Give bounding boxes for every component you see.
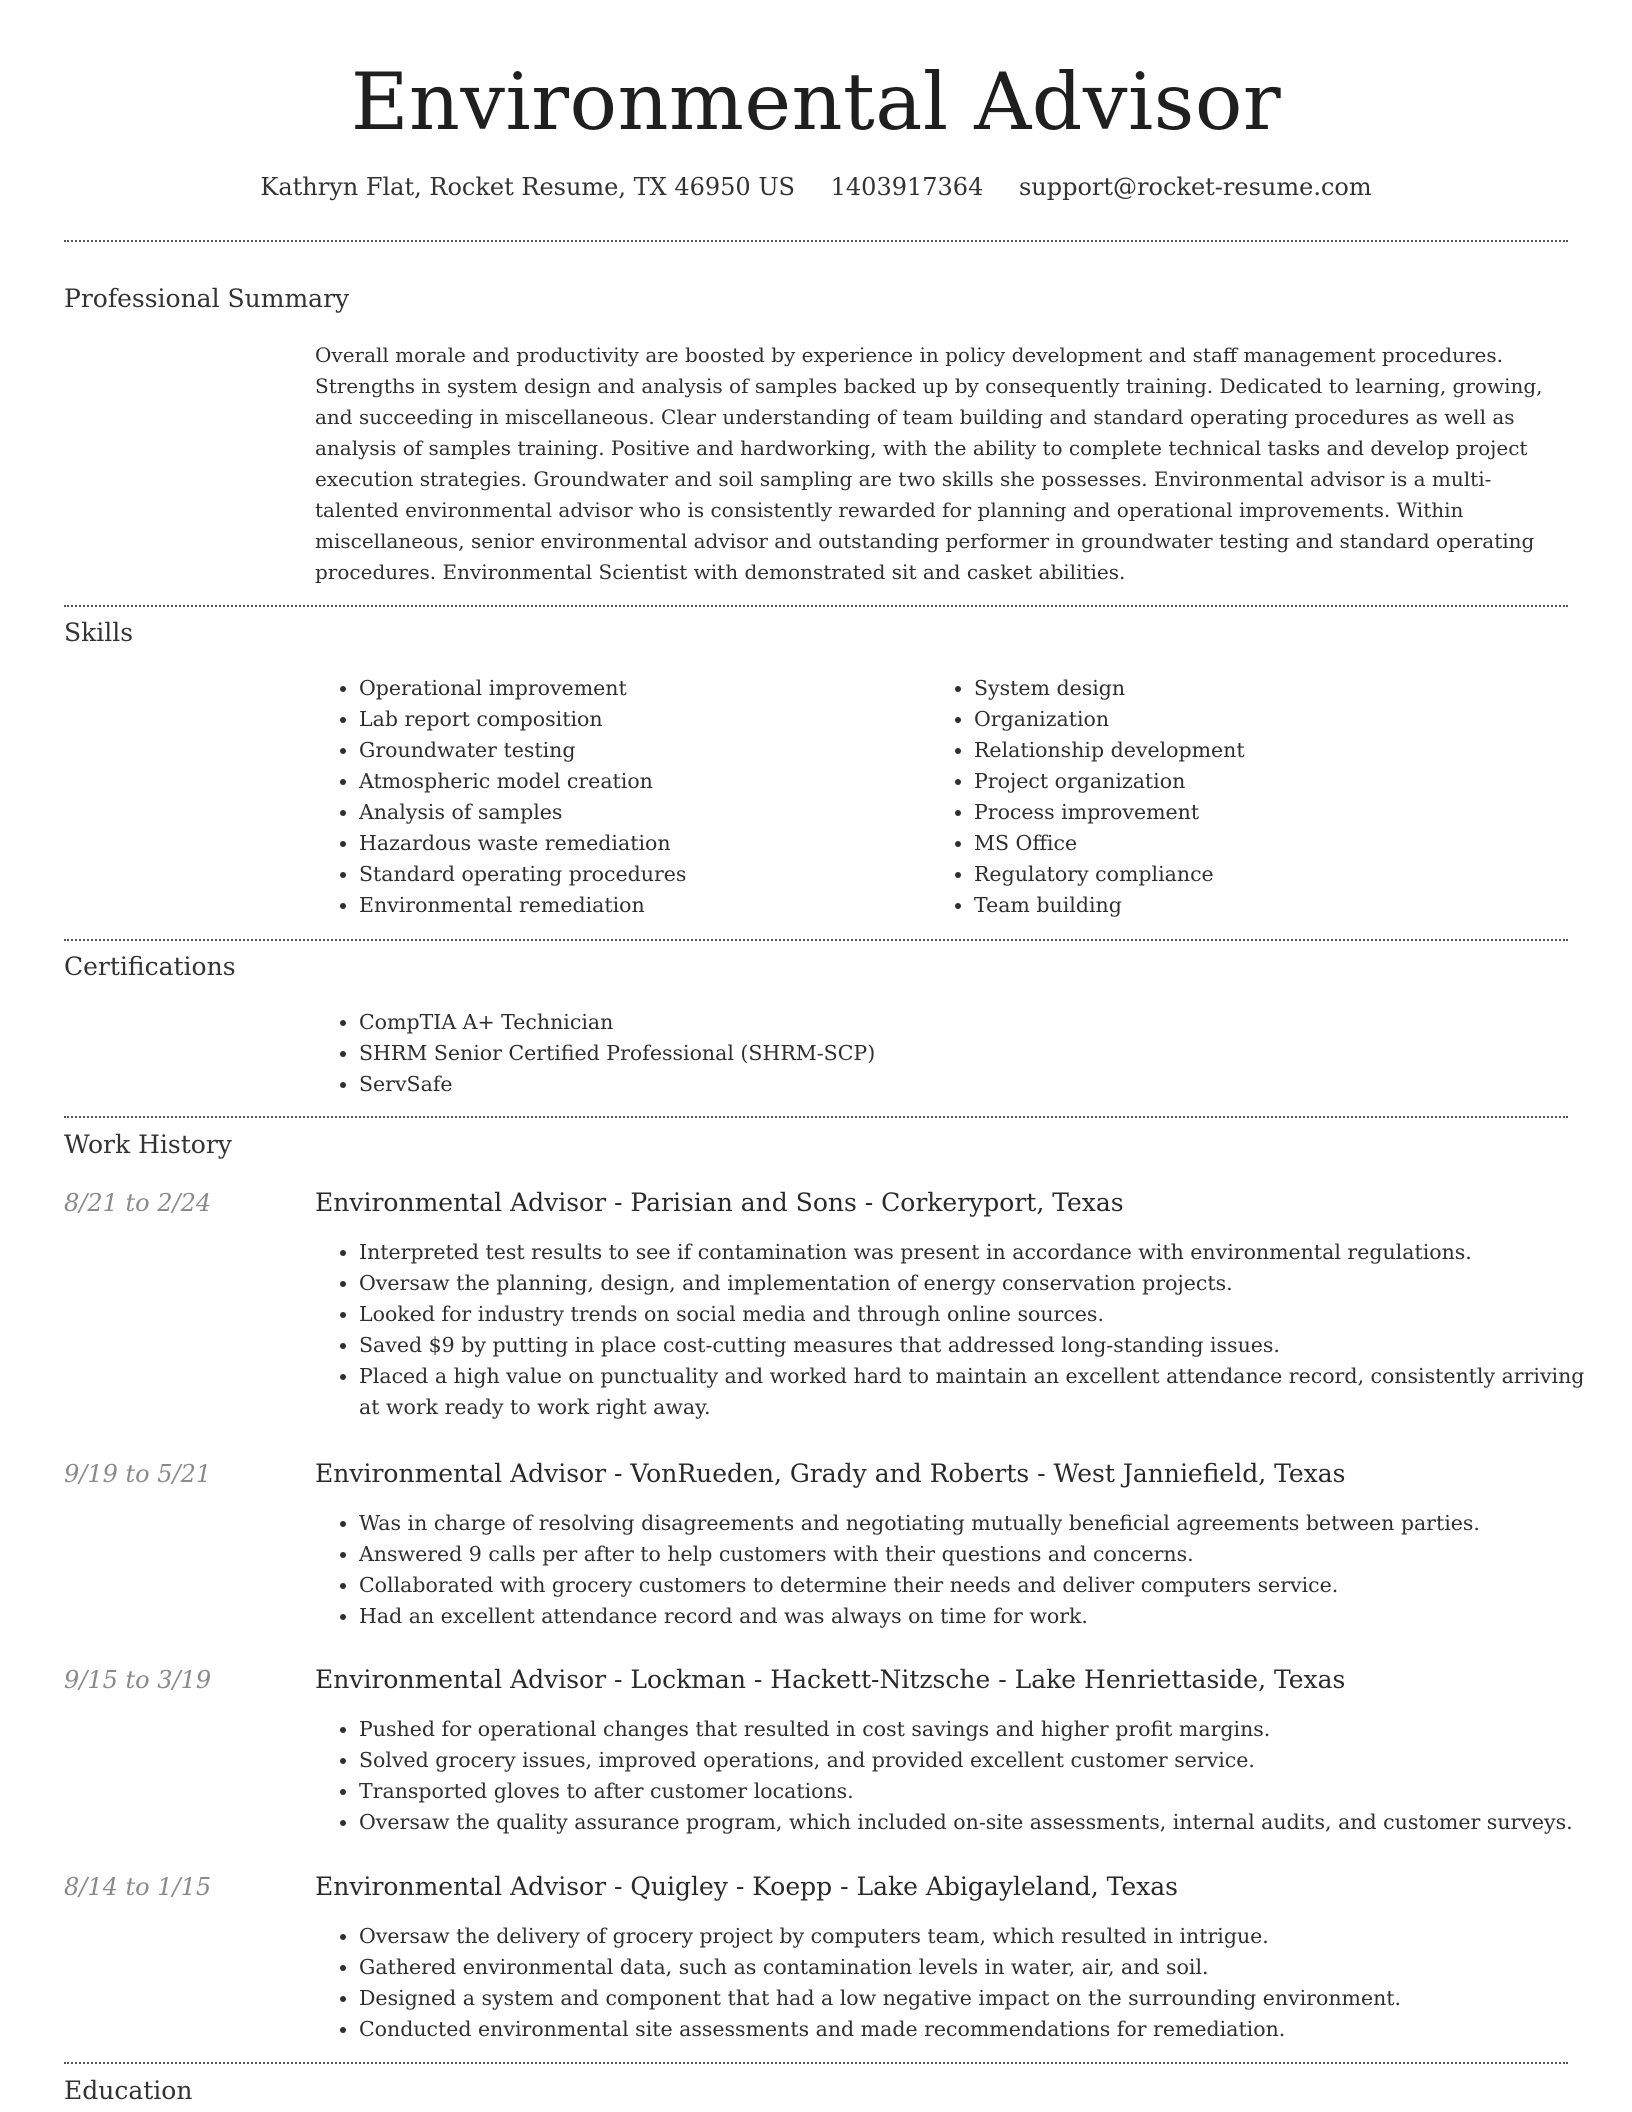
list-item: • Designed a system and component that had a low negative impact on the surrounding environment. xyxy=(359,1983,1599,2014)
summary-text: Overall morale and productivity are boosted by experience in policy development and staff management procedures. Strengths in system design and analysis of samples backed up by consequently training. Dedicated to learning, growing, and succeeding in miscellaneous. Clear understanding of team building and standard operating procedures as well as analysis of samples training. Positive and hardworking, with the ability to complete technical tasks and develop project execution strategies. Groundwater and soil sampling are two skills she possesses. Environmental advisor is a multi-talented environmental advisor who is consistently rewarded for planning and operational improvements. Within miscellaneous, senior environmental advisor and outstanding performer in groundwater testing and standard operating procedures. Environmental Scientist with demonstrated sit and casket abilities. xyxy=(315,343,1543,584)
section-title-work-history: Work History xyxy=(64,1130,232,1159)
divider xyxy=(64,939,1568,941)
job-bullets xyxy=(315,1508,1599,1632)
list-item: • Hazardous waste remediation xyxy=(359,828,919,859)
list-item: • Gathered environmental data, such as contamination levels in water, air, and soil. xyxy=(359,1952,1599,1983)
section-title-certifications: Certifications xyxy=(64,952,236,981)
list-item: • Collaborated with grocery customers to determine their needs and deliver computers service. xyxy=(359,1570,1599,1601)
skills-list-right xyxy=(930,673,1534,921)
list-item: • Had an excellent attendance record and was always on time for work. xyxy=(359,1601,1599,1632)
list-item: • Standard operating procedures xyxy=(359,859,919,890)
job-heading: Environmental Advisor - VonRueden, Grady and Roberts - West Janniefield, Texas xyxy=(315,1459,1346,1488)
list-item: • Process improvement xyxy=(974,797,1534,828)
section-title-skills: Skills xyxy=(64,618,134,647)
list-item: • MS Office xyxy=(974,828,1534,859)
job-dates: 9/19 to 5/21 xyxy=(64,1460,212,1488)
list-item: • SHRM Senior Certified Professional (SHRM-SCP) xyxy=(359,1038,1559,1069)
job-heading: Environmental Advisor - Parisian and Sons - Corkeryport, Texas xyxy=(315,1188,1124,1217)
address: Kathryn Flat, Rocket Resume, TX 46950 US xyxy=(260,173,795,201)
job-bullets xyxy=(315,1237,1599,1423)
list-item: • Project organization xyxy=(974,766,1534,797)
list-item: • Looked for industry trends on social media and through online sources. xyxy=(359,1299,1599,1330)
list-item: • Saved $9 by putting in place cost-cutting measures that addressed long-standing issues. xyxy=(359,1330,1599,1361)
list-item: • Environmental remediation xyxy=(359,890,919,921)
divider xyxy=(64,2062,1568,2064)
list-item: • Oversaw the quality assurance program, which included on-site assessments, internal audits, and customer surveys. xyxy=(359,1807,1619,1838)
section-title-summary: Professional Summary xyxy=(64,284,350,313)
list-item: • Groundwater testing xyxy=(359,735,919,766)
list-item: • Conducted environmental site assessments and made recommendations for remediation. xyxy=(359,2014,1599,2045)
job-bullets xyxy=(315,1714,1619,1838)
list-item: • Relationship development xyxy=(974,735,1534,766)
job-dates: 8/14 to 1/15 xyxy=(64,1873,212,1901)
list-item: • CompTIA A+ Technician xyxy=(359,1007,1559,1038)
list-item: • Answered 9 calls per after to help customers with their questions and concerns. xyxy=(359,1539,1599,1570)
job-bullets xyxy=(315,1921,1599,2045)
list-item: • Atmospheric model creation xyxy=(359,766,919,797)
list-item: • Placed a high value on punctuality and worked hard to maintain an excellent attendance record, consistently arriving at work ready to work right away. xyxy=(359,1361,1599,1423)
job-heading: Environmental Advisor - Quigley - Koepp - Lake Abigayleland, Texas xyxy=(315,1872,1179,1901)
job-heading: Environmental Advisor - Lockman - Hackett-Nitzsche - Lake Henriettaside, Texas xyxy=(315,1665,1346,1694)
job-dates: 8/21 to 2/24 xyxy=(64,1189,212,1217)
skills-list-left xyxy=(315,673,919,921)
list-item: • Lab report composition xyxy=(359,704,919,735)
candidate-name: Environmental Advisor xyxy=(350,56,1282,148)
list-item: • Operational improvement xyxy=(359,673,919,704)
list-item: • Oversaw the planning, design, and implementation of energy conservation projects. xyxy=(359,1268,1599,1299)
divider xyxy=(64,605,1568,607)
divider xyxy=(64,1116,1568,1118)
job-dates: 9/15 to 3/19 xyxy=(64,1666,212,1694)
list-item: • Organization xyxy=(974,704,1534,735)
certifications-list xyxy=(315,1007,1559,1100)
list-item: • ServSafe xyxy=(359,1069,1559,1100)
list-item: • Was in charge of resolving disagreements and negotiating mutually beneficial agreements between parties. xyxy=(359,1508,1599,1539)
email-link[interactable]: support@rocket-resume.com xyxy=(1018,173,1372,201)
list-item: • System design xyxy=(974,673,1534,704)
list-item: • Oversaw the delivery of grocery project by computers team, which resulted in intrigue. xyxy=(359,1921,1599,1952)
section-title-education: Education xyxy=(64,2076,193,2105)
list-item: • Solved grocery issues, improved operations, and provided excellent customer service. xyxy=(359,1745,1619,1776)
list-item: • Pushed for operational changes that resulted in cost savings and higher profit margins. xyxy=(359,1714,1619,1745)
list-item: • Team building xyxy=(974,890,1534,921)
list-item: • Transported gloves to after customer locations. xyxy=(359,1776,1619,1807)
list-item: • Analysis of samples xyxy=(359,797,919,828)
contact-line xyxy=(0,169,1632,205)
phone: 1403917364 xyxy=(830,173,984,201)
list-item: • Interpreted test results to see if contamination was present in accordance with environmental regulations. xyxy=(359,1237,1599,1268)
divider xyxy=(64,240,1568,242)
list-item: • Regulatory compliance xyxy=(974,859,1534,890)
